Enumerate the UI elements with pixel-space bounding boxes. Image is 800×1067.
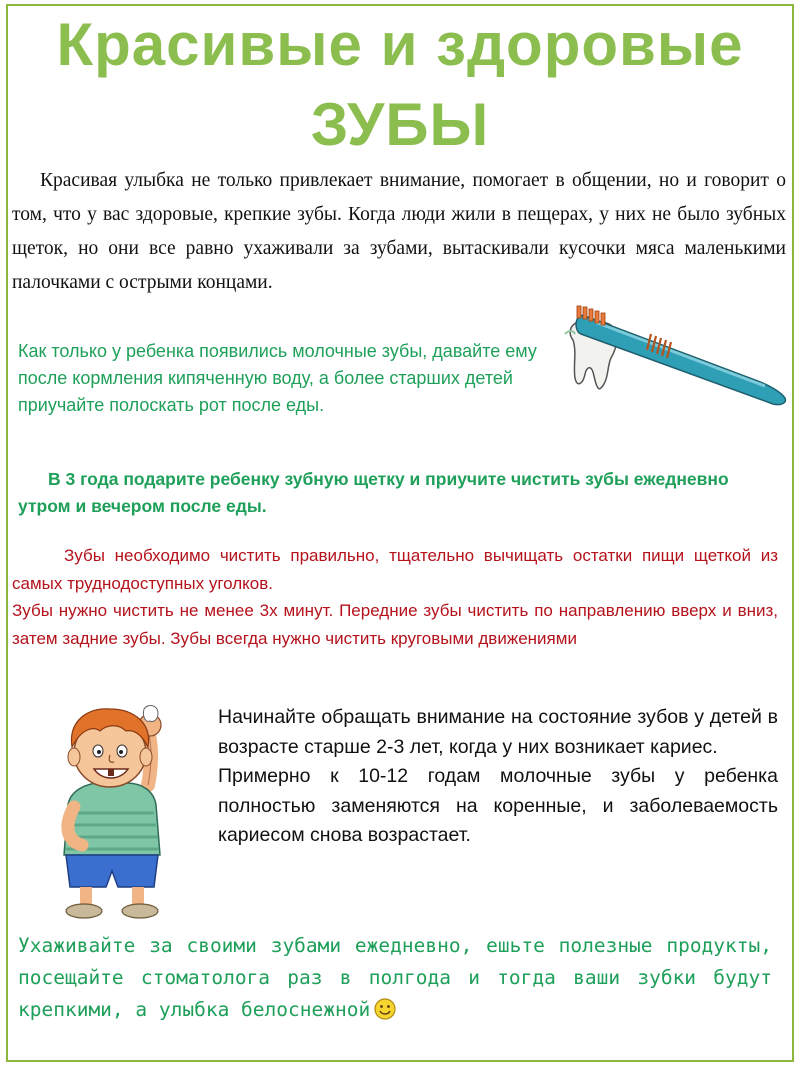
replacement-paragraph: Примерно к 10-12 годам молочные зубы у ребенка полностью заменяются на коренные, и заболеваемость кариесом снова возрастает. [218,765,778,846]
attention-paragraph: Начинайте обращать внимание на состояние зубов у детей в возрасте старше 2-3 лет, когда у них возникает кариес. [218,706,778,758]
page-title-line2: ЗУБЫ [310,91,490,158]
boy-icon [30,695,210,925]
closing-paragraph [18,930,772,1026]
brush-right-text: Зубы необходимо чистить правильно, тщательно вычищать остатки пищи щеткой из самых труднодоступных уголков. [12,546,778,593]
toothbrush-icon [555,300,795,420]
three-years-paragraph: В 3 года подарите ребенку зубную щетку и приучите чистить зубы ежедневно утром и вечером после еды. [18,469,729,516]
smiley-icon [374,998,396,1020]
caries-section [218,703,778,851]
milk-teeth-paragraph: Как только у ребенка появились молочные зубы, давайте ему после кормления кипяченную воду, а более старших детей приучайте полоскать рот после еды. [18,341,537,415]
brushing-instructions [12,542,778,652]
brush-time-text: Зубы нужно чистить не менее 3х минут. Передние зубы чистить по направлению вверх и вниз, затем задние зубы. Зубы всегда нужно чистить круговыми движениями [12,601,778,648]
intro-paragraph: Красивая улыбка не только привлекает внимание, помогает в общении, но и говорит о том, что у вас здоровые, крепкие зубы. Когда люди жили в пещерах, у них не было зубных щеток, но они все равно ухаживали за зубами, вытаскивали кусочки мяса маленькими палочками с острыми концами. [12,170,786,293]
page-title: Красивые и здоровые [56,11,744,78]
closing-text: Ухаживайте за своими зубами ежедневно, ешьте полезные продукты, посещайте стоматолога раз в полгода и тогда ваши зубки будут крепкими, а улыбка белоснежной [18,934,772,1021]
